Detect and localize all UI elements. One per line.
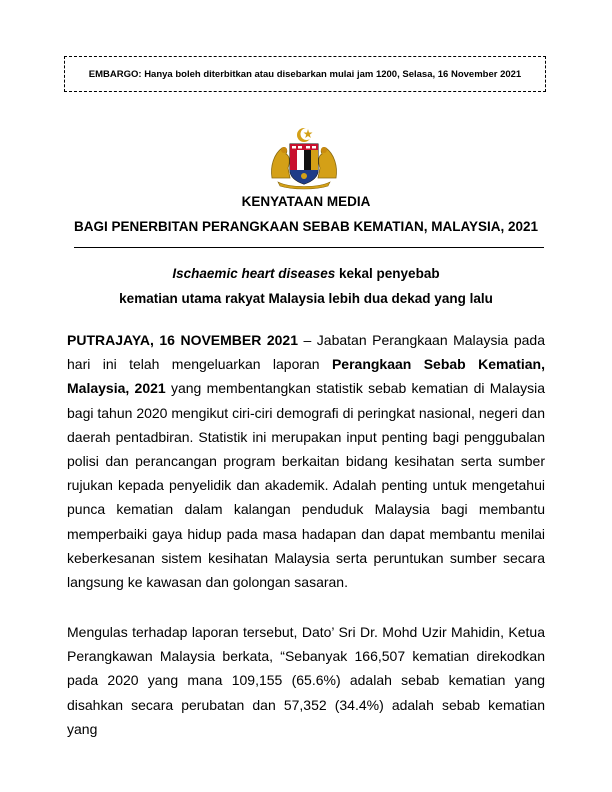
- heading-publication-title: BAGI PENERBITAN PERANGKAAN SEBAB KEMATIAN, MALAYSIA, 2021: [73, 219, 539, 234]
- subtitle-line-1: [0, 266, 612, 281]
- subtitle-italic-term: Ischaemic heart diseases: [172, 266, 336, 281]
- subtitle-line-2: kematian utama rakyat Malaysia lebih dua dekad yang lalu: [119, 291, 493, 306]
- heading-divider: [74, 247, 544, 248]
- body-paragraph-2: Mengulas terhadap laporan tersebut, Dato’ Sri Dr. Mohd Uzir Mahidin, Ketua Perangkawan Malaysia berkata, “Sebanyak 166,507 kematian direkodkan pada 2020 yang mana 109,155 (65.6%) adalah sebab kematian yang disahkan secara perubatan dan 57,352 (34.4%) adalah sebab kematian yang: [67, 624, 545, 737]
- paragraph-1-text-a: – Jabatan Perangkaan Malaysia pada hari ini telah mengeluarkan laporan: [67, 332, 545, 373]
- heading-media-statement: KENYATAAN MEDIA: [241, 194, 371, 209]
- dateline: PUTRAJAYA, 16 NOVEMBER 2021: [67, 332, 298, 348]
- embargo-notice: EMBARGO: Hanya boleh diterbitkan atau disebarkan mulai jam 1200, Selasa, 16 November 2021: [64, 56, 546, 92]
- body-paragraph-1: [67, 328, 545, 594]
- subtitle-line-1-rest: kekal penyebab: [335, 266, 440, 281]
- malaysia-coat-of-arms-icon: [264, 126, 344, 190]
- report-title: Perangkaan Sebab Kematian, Malaysia, 2021: [67, 356, 545, 397]
- paragraph-1-text-b: yang membentangkan statistik sebab kematian di Malaysia bagi tahun 2020 mengikut ciri-ciri demografi di peringkat nasional, negeri dan daerah pentadbiran. Statistik ini merupakan input penting bagi penggubalan polisi dan perancangan program berkaitan bidang kesihatan serta sumber rujukan kepada penyelidik dan akademik. Adalah penting untuk mengetahui punca kematian dalam kalangan penduduk Malaysia bagi membantu memperbaiki gaya hidup pada masa hadapan dan dapat membantu menilai keberkesanan sistem kesihatan Malaysia serta peruntukan sumber secara langsung ke kawasan dan golongan sasaran.: [67, 380, 546, 591]
